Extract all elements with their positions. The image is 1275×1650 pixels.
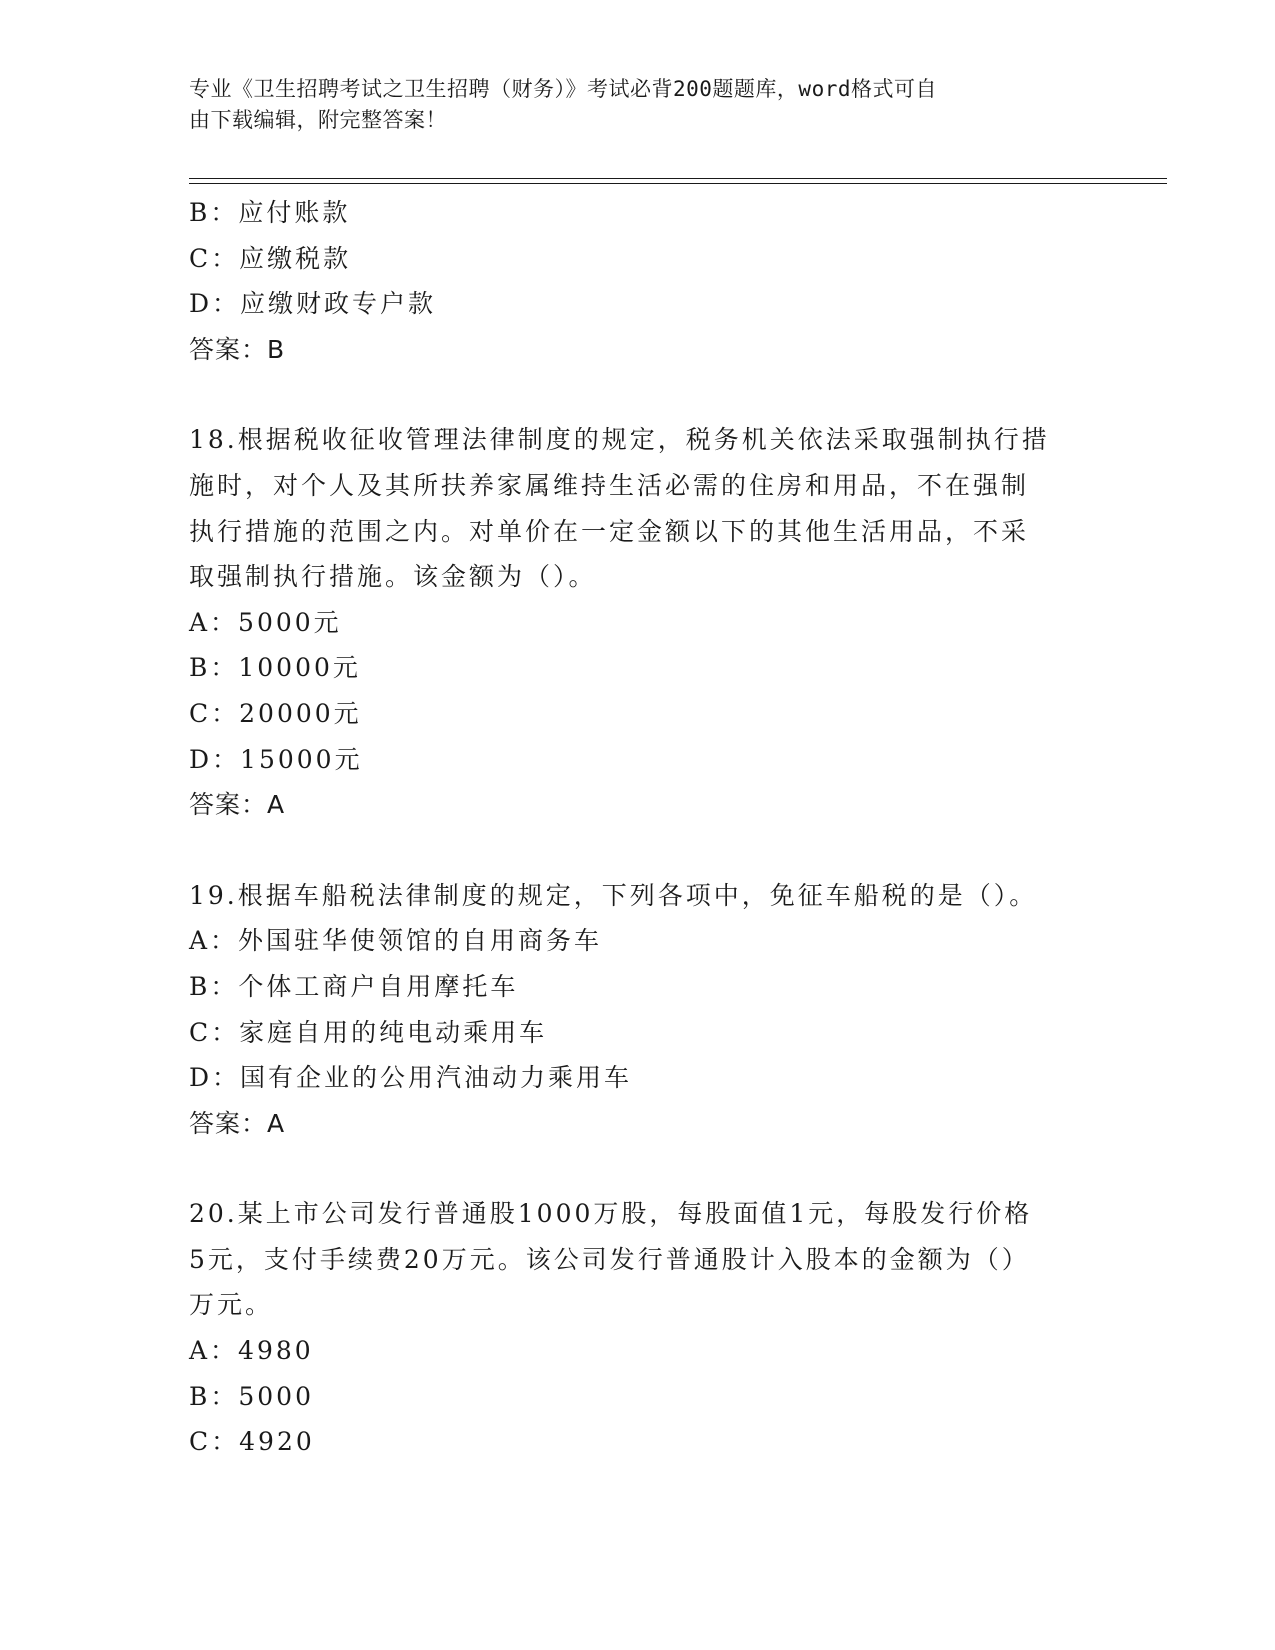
header-divider-top (189, 178, 1167, 179)
document-header (189, 74, 1069, 136)
question-stem-line: 取强制执行措施。该金额为（）。 (189, 562, 597, 592)
option-b: B：10000元 (189, 653, 361, 683)
question-separator (189, 372, 1089, 417)
answer-line: 答案：B (189, 334, 286, 364)
question-20 (189, 1191, 1089, 1465)
question-list (189, 190, 1089, 1465)
option-b: B：应付账款 (189, 198, 351, 227)
question-stem-line: 施时，对个人及其所扶养家属维持生活必需的住房和用品，不在强制 (189, 470, 1030, 500)
question-stem-line: 执行措施的范围之内。对单价在一定金额以下的其他生活用品，不采 (189, 516, 1030, 546)
option-b: B：5000 (189, 1381, 314, 1411)
option-d: D：15000元 (189, 744, 363, 774)
option-a: A：5000元 (189, 607, 342, 637)
option-c: C：20000元 (189, 698, 362, 728)
question-separator (189, 828, 1089, 873)
question-stem-line: 20.某上市公司发行普通股1000万股，每股面值1元，每股发行价格 (189, 1199, 1033, 1229)
header-divider-bottom (189, 183, 1167, 184)
question-stem-line: 万元。 (189, 1290, 274, 1320)
option-c: C：4920 (189, 1427, 315, 1457)
option-c: C：应缴税款 (189, 243, 352, 273)
answer-line: 答案：A (189, 1108, 286, 1138)
header-line-1: 专业《卫生招聘考试之卫生招聘（财务）》考试必背200题题库，word格式可自 (189, 77, 937, 101)
question-separator (189, 1146, 1089, 1191)
answer-line: 答案：A (189, 790, 286, 820)
option-c: C：家庭自用的纯电动乘用车 (189, 1017, 548, 1047)
question-stem-line: 19.根据车船税法律制度的规定，下列各项中，免征车船税的是（）。 (189, 880, 1038, 910)
question-18 (189, 417, 1089, 827)
question-19 (189, 873, 1089, 1147)
question-stem-line: 18.根据税收征收管理法律制度的规定，税务机关依法采取强制执行措 (189, 425, 1050, 455)
option-a: A：4980 (189, 1336, 314, 1366)
option-b: B：个体工商户自用摩托车 (189, 971, 519, 1001)
header-line-2: 由下载编辑，附完整答案！ (189, 108, 447, 132)
option-d: D：国有企业的公用汽油动力乘用车 (189, 1063, 633, 1093)
option-d: D：应缴财政专户款 (189, 289, 437, 319)
option-a: A：外国驻华使领馆的自用商务车 (189, 926, 603, 956)
question-stem-line: 5元，支付手续费20万元。该公司发行普通股计入股本的金额为（） (189, 1244, 1030, 1274)
